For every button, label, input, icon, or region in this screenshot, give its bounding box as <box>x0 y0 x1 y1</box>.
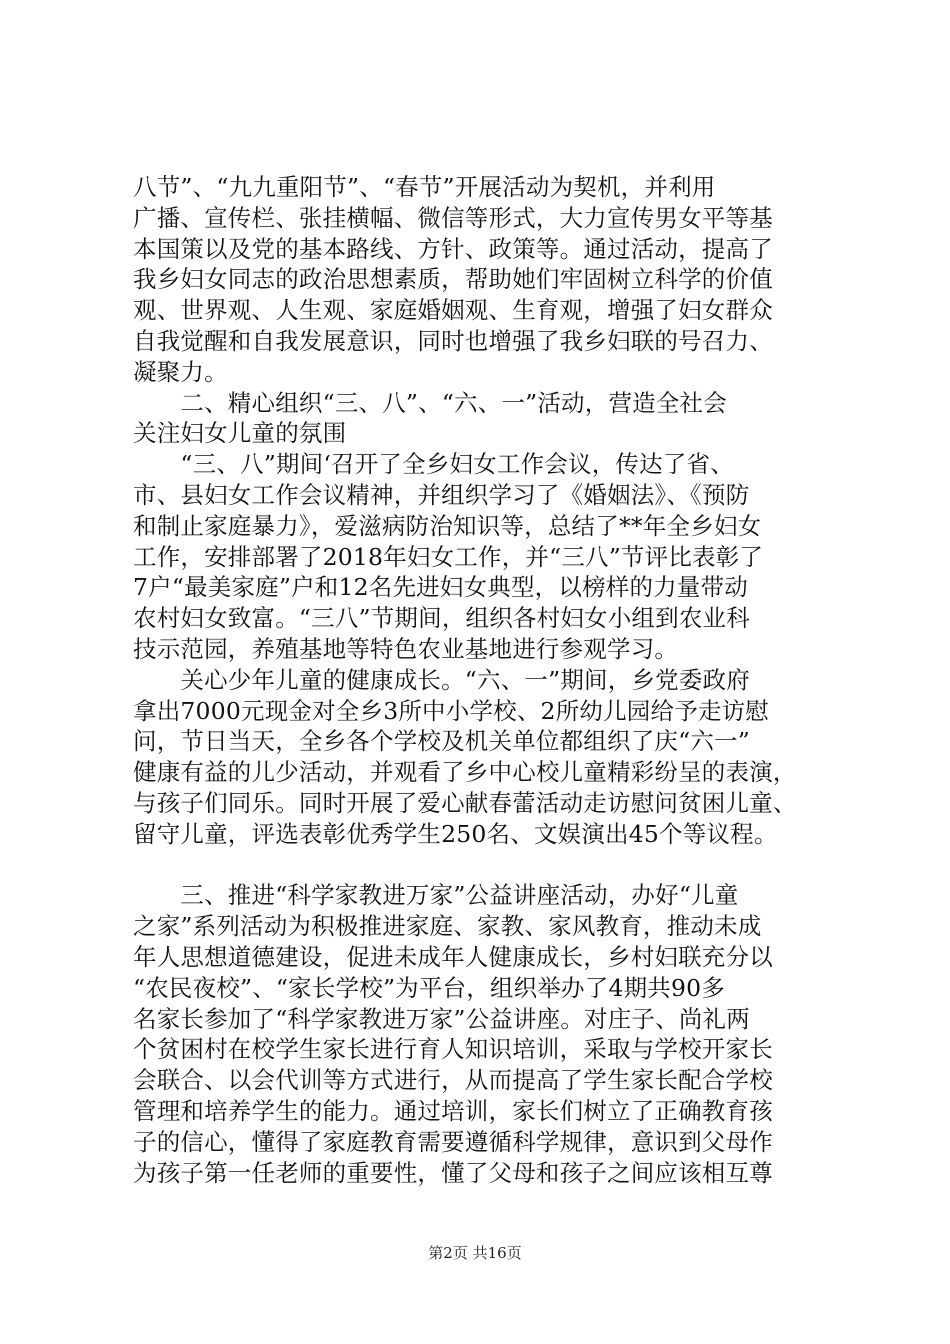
text-line: 个贫困村在校学生家长进行育人知识培训，采取与学校开家长 <box>133 1035 773 1064</box>
text-line: 健康有益的儿少活动，并观看了乡中心校儿童精彩纷呈的表演， <box>133 758 797 787</box>
text-line: 八节”、“九九重阳节”、“春节”开展活动为契机，并利用 <box>133 173 716 201</box>
text-line: 之家”系列活动为积极推进家庭、家教、家风教育，推动未成 <box>133 912 762 941</box>
text-line: “三、八”期间‘召开了全乡妇女工作会议，传达了省、 <box>133 450 734 479</box>
text-line: 自我觉醒和自我发展意识，同时也增强了我乡妇联的号召力、 <box>133 326 773 355</box>
text-line: 市、县妇女工作会议精神，并组织学习了《婚姻法》、《预防 <box>133 480 750 509</box>
text-line: 名家长参加了“科学家教进万家”公益讲座。对庄子、尚礼两 <box>133 1004 750 1033</box>
text-line: 为孩子第一任老师的重要性，懂了父母和孩子之间应该相互尊 <box>133 1158 773 1187</box>
text-line: 农村妇女致富。“三八”节期间，组织各村妇女小组到农业科 <box>133 604 750 633</box>
page-number-footer: 第2页 共16页 <box>428 1244 522 1262</box>
text-line: 广播、宣传栏、张挂横幅、微信等形式，大力宣传男女平等基 <box>133 203 773 232</box>
text-line: 子的信心，懂得了家庭教育需要遵循科学规律，意识到父母作 <box>133 1127 773 1156</box>
section-heading-line: 二、精心组织“三、八”、“六、一”活动，营造全社会 <box>133 388 727 417</box>
text-line: 工作，安排部署了2018年妇女工作，并“三八”节评比表彰了 <box>133 542 764 571</box>
text-line: 7户“最美家庭”户和12名先进妇女典型，以榜样的力量带动 <box>133 573 748 602</box>
text-line: 管理和培养学生的能力。通过培训，家长们树立了正确教育孩 <box>133 1096 773 1125</box>
text-line: 我乡妇女同志的政治思想素质，帮助她们牢固树立科学的价值 <box>133 265 773 294</box>
text-line: 本国策以及党的基本路线、方针、政策等。通过活动，提高了 <box>133 234 773 263</box>
paragraph-gap <box>133 850 833 881</box>
text-line: 关心少年儿童的健康成长。“六、一”期间，乡党委政府 <box>133 665 750 694</box>
text-line: 拿出7000元现金对全乡3所中小学校、2所幼儿园给予走访慰 <box>133 696 770 725</box>
section-heading-line: 三、推进“科学家教进万家”公益讲座活动，办好“儿童 <box>133 881 739 910</box>
text-line: 观、世界观、人生观、家庭婚姻观、生育观，增强了妇女群众 <box>133 296 773 325</box>
text-line: 和制止家庭暴力》，爱滋病防治知识等，总结了**年全乡妇女 <box>133 511 762 540</box>
text-line: 年人思想道德建设，促进未成年人健康成长，乡村妇联充分以 <box>133 942 773 971</box>
text-line: 技示范园，养殖基地等特色农业基地进行参观学习。 <box>133 634 679 663</box>
document-body <box>133 172 833 1188</box>
text-line: 问，节日当天，全乡各个学校及机关单位都组织了庆“六一” <box>133 727 750 756</box>
section-heading-line: 关注妇女儿童的氛围 <box>133 419 347 448</box>
text-line: 留守儿童，评选表彰优秀学生250名、文娱演出45个等议程。 <box>133 819 778 848</box>
text-line: 凝聚力。 <box>133 357 228 386</box>
text-line: 与孩子们同乐。同时开展了爱心献春蕾活动走访慰问贫困儿童、 <box>133 788 797 817</box>
text-line: 会联合、以会代训等方式进行，从而提高了学生家长配合学校 <box>133 1066 773 1095</box>
text-line: “农民夜校”、“家长学校”为平台，组织举办了4期共90多 <box>133 973 726 1002</box>
